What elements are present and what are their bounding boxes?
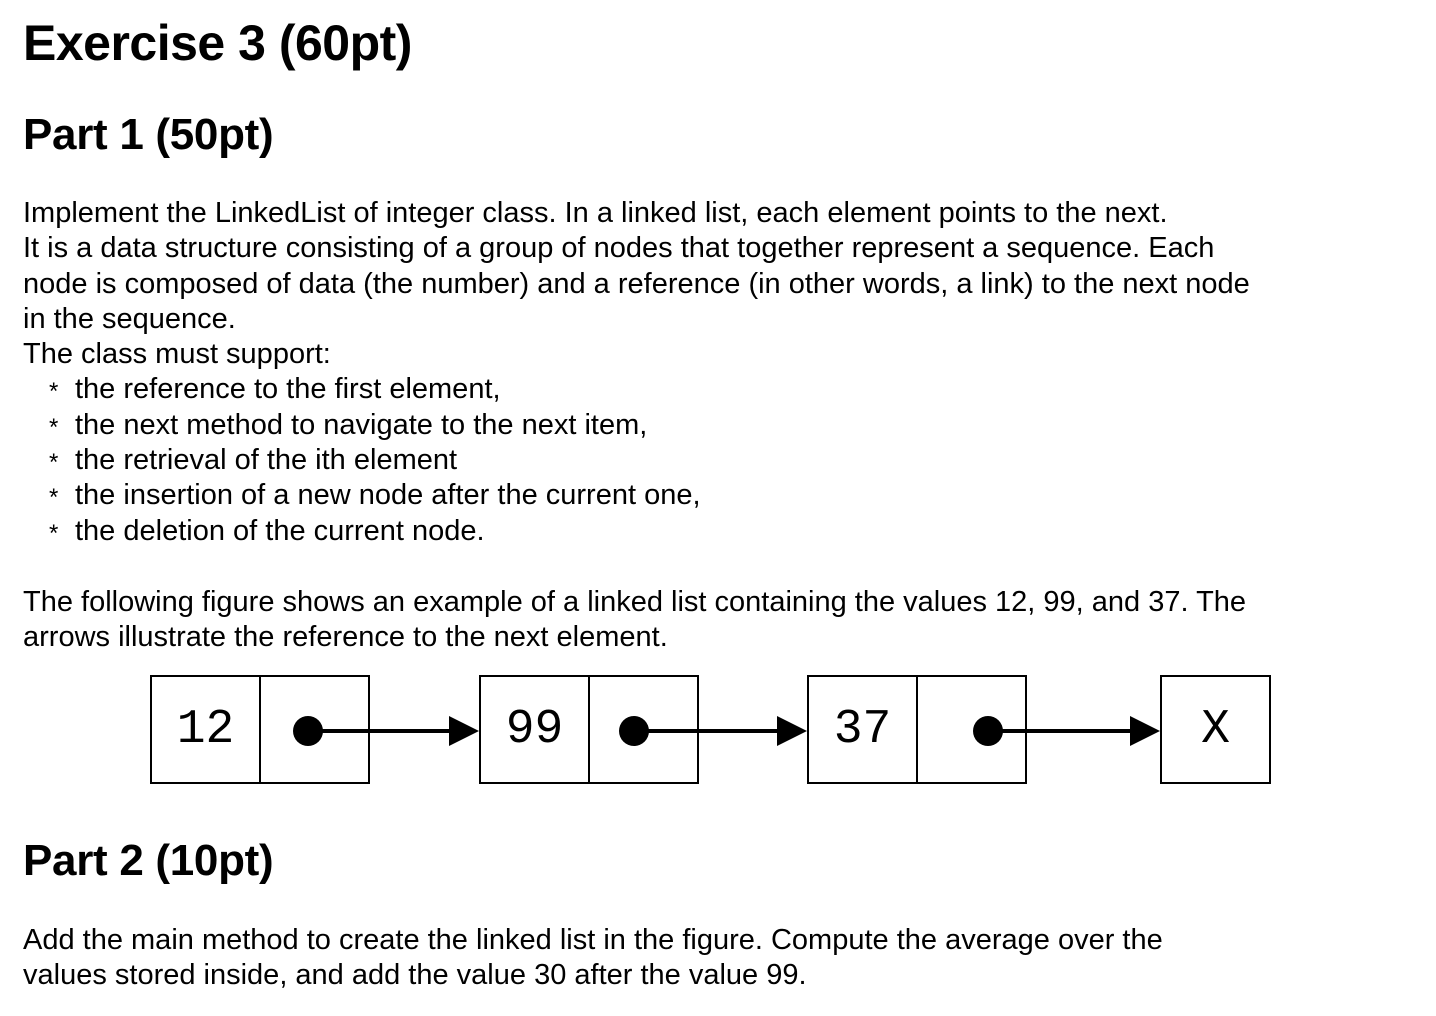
node-pointer-cell (916, 675, 1027, 784)
node-pointer-cell (259, 675, 370, 784)
requirement-text: the insertion of a new node after the current one, (75, 479, 701, 512)
part2-line: Add the main method to create the linked list in the figure. Compute the average over the (23, 924, 1163, 956)
bullet-asterisk: * (49, 449, 59, 477)
requirement-item (23, 443, 1423, 478)
part2-description (23, 923, 1423, 994)
node-pointer-cell (588, 675, 699, 784)
part1-heading: Part 1 (50pt) (23, 110, 274, 159)
part2-heading: Part 2 (10pt) (23, 836, 274, 885)
intro-line: It is a data structure consisting of a group of nodes that together represent a sequence. Each (23, 232, 1215, 265)
arrow-head (449, 716, 479, 746)
requirement-text: the reference to the first element, (75, 373, 501, 406)
requirement-item (23, 372, 1423, 407)
arrow-head (777, 716, 807, 746)
requirements-list (23, 372, 1423, 548)
intro-line: in the sequence. (23, 302, 236, 335)
exercise-title: Exercise 3 (60pt) (23, 15, 412, 71)
caption-line: arrows illustrate the reference to the next element. (23, 621, 668, 654)
requirement-item (23, 514, 1423, 549)
intro-line: Implement the LinkedList of integer class. In a linked list, each element points to the next. (23, 197, 1168, 229)
requirement-item (23, 478, 1423, 513)
requirement-text: the deletion of the current node. (75, 514, 485, 547)
null-terminal-value: X (1201, 703, 1230, 757)
node-value: 99 (505, 703, 564, 757)
requirement-item (23, 408, 1423, 443)
bullet-asterisk: * (49, 519, 59, 547)
intro-line: node is composed of data (the number) and a reference (in other words, a link) to the next node (23, 267, 1250, 300)
bullet-asterisk: * (49, 378, 59, 406)
node-value: 12 (176, 703, 235, 757)
caption-line: The following figure shows an example of a linked list containing the values 12, 99, and 37. The (23, 586, 1247, 618)
node-value: 37 (833, 703, 892, 757)
bullet-asterisk: * (49, 413, 59, 441)
requirement-text: the next method to navigate to the next item, (75, 408, 648, 441)
requirement-text: the retrieval of the ith element (75, 444, 458, 477)
arrow-head (1130, 716, 1160, 746)
bullet-asterisk: * (49, 484, 59, 512)
figure-caption (23, 585, 1423, 656)
part1-description (23, 196, 1423, 549)
intro-line: The class must support: (23, 338, 331, 371)
part2-line: values stored inside, and add the value 30 after the value 99. (23, 959, 807, 992)
